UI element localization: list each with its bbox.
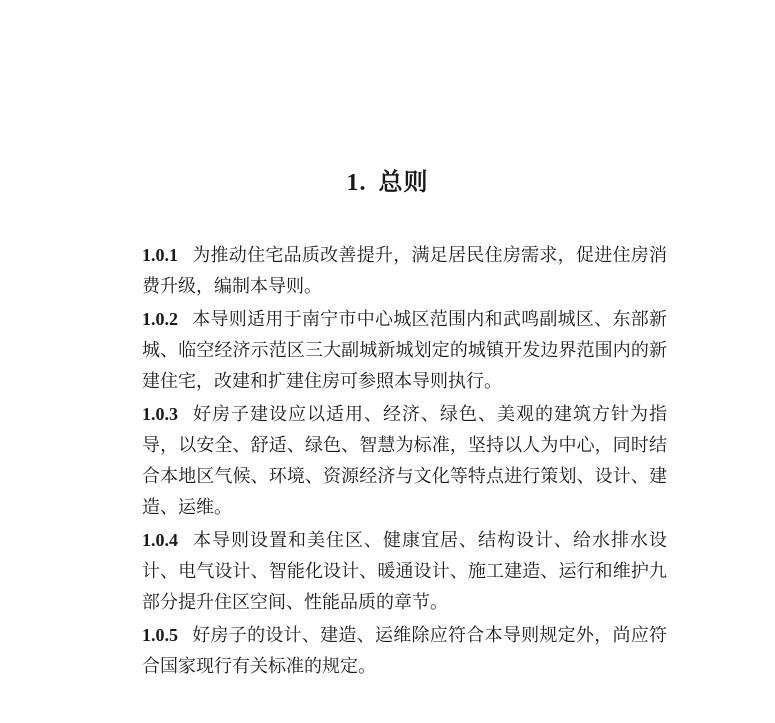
clause-list [142, 240, 667, 684]
chapter-title [0, 162, 775, 197]
clause-1-0-3 [142, 399, 667, 523]
clause-text: 好房子建设应以适用、经济、绿色、美观的建筑方针为指导，以安全、舒适、绿色、智慧为标准，坚持以人为中心，同时结合本地区气候、环境、资源经济与文化等特点进行策划、设计、建造、运维。 [142, 404, 667, 518]
clause-text: 好房子的设计、建造、运维除应符合本导则规定外，尚应符合国家现行有关标准的规定。 [142, 625, 667, 677]
clause-1-0-5 [142, 620, 667, 682]
clause-1-0-2 [142, 304, 667, 397]
clause-1-0-4 [142, 525, 667, 618]
clause-number: 1.0.3 [142, 404, 178, 424]
clause-number: 1.0.1 [142, 245, 178, 265]
clause-number: 1.0.5 [142, 625, 178, 645]
clause-text: 本导则设置和美住区、健康宜居、结构设计、给水排水设计、电气设计、智能化设计、暖通设计、施工建造、运行和维护九部分提升住区空间、性能品质的章节。 [142, 530, 667, 613]
clause-text: 为推动住宅品质改善提升，满足居民住房需求，促进住房消费升级，编制本导则。 [142, 245, 667, 297]
clause-text: 本导则适用于南宁市中心城区范围内和武鸣副城区、东部新城、临空经济示范区三大副城新城划定的城镇开发边界范围内的新建住宅，改建和扩建住房可参照本导则执行。 [142, 309, 667, 392]
clause-number: 1.0.2 [142, 309, 178, 329]
clause-number: 1.0.4 [142, 530, 178, 550]
clause-1-0-1 [142, 240, 667, 302]
chapter-title-text: 总则 [378, 167, 429, 196]
chapter-number: 1. [346, 170, 367, 196]
